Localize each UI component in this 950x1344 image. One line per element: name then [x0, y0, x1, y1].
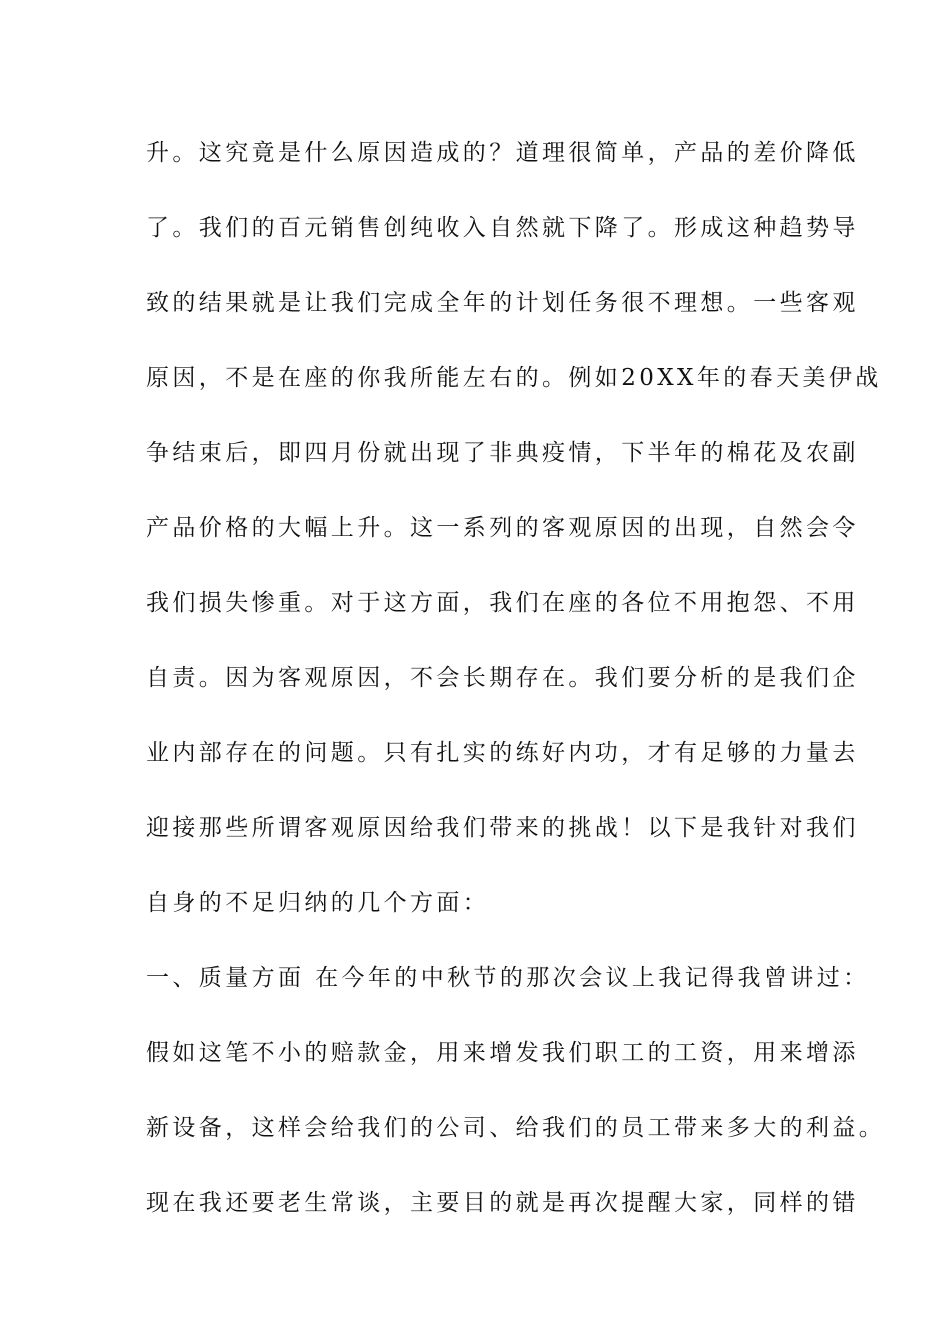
text-line: 致的结果就是让我们完成全年的计划任务很不理想。一些客观: [146, 290, 859, 316]
text-line: 自身的不足归纳的几个方面：: [146, 890, 490, 916]
text-line: 产品价格的大幅上升。这一系列的客观原因的出现，自然会令: [146, 515, 859, 541]
section-heading-line: 一、质量方面 在今年的中秋节的那次会议上我记得我曾讲过：: [146, 965, 870, 991]
text-line: 现在我还要老生常谈，主要目的就是再次提醒大家，同样的错: [146, 1190, 859, 1216]
text-line: 新设备，这样会给我们的公司、给我们的员工带来多大的利益。: [146, 1115, 886, 1141]
text-line: 假如这笔不小的赔款金，用来增发我们职工的工资，用来增添: [146, 1040, 859, 1066]
text-line: 争结束后，即四月份就出现了非典疫情，下半年的棉花及农副: [146, 440, 859, 466]
text-line: 了。我们的百元销售创纯收入自然就下降了。形成这种趋势导: [146, 215, 859, 241]
body-text: [146, 133, 886, 1258]
text-line: 迎接那些所谓客观原因给我们带来的挑战！以下是我针对我们: [146, 815, 859, 841]
text-line: 我们损失惨重。对于这方面，我们在座的各位不用抱怨、不用: [146, 590, 859, 616]
text-line: 原因，不是在座的你我所能左右的。例如20XX年的春天美伊战: [146, 365, 882, 391]
text-line: 业内部存在的问题。只有扎实的练好内功，才有足够的力量去: [146, 740, 859, 766]
text-line: 升。这究竟是什么原因造成的？道理很简单，产品的差价降低: [146, 140, 859, 166]
text-line: 自责。因为客观原因，不会长期存在。我们要分析的是我们企: [146, 665, 859, 691]
